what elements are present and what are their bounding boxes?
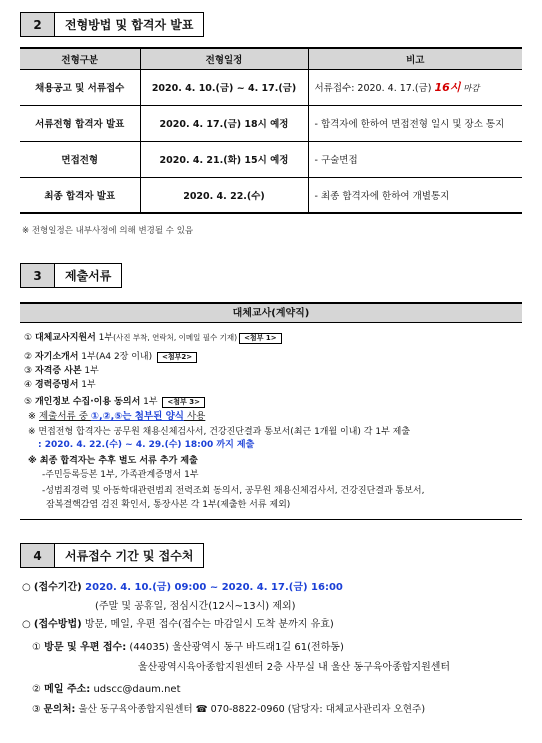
table-cell: 최종 합격자 발표 <box>20 177 140 213</box>
table-header-row <box>20 48 522 69</box>
doc-item-5 <box>24 394 205 408</box>
method-value: 방문, 메일, 우편 접수(접수는 마감일시 도착 분까지 유효) <box>81 619 334 630</box>
note-mark: ※ <box>28 411 39 422</box>
label: 메일 주소: <box>44 684 91 695</box>
table-cell: 2020. 4. 22.(수) <box>140 177 308 213</box>
table-cell: 채용공고 및 서류접수 <box>20 69 140 105</box>
contact-value: 울산 동구육아종합지원센터 ☎ 070-8822-0960 (담당자: 대체교사관리자 오현주) <box>75 704 426 715</box>
submission-period <box>22 578 343 593</box>
item-text: 1부(A4 2장 이내) <box>78 352 153 362</box>
item-number: ① <box>24 333 35 343</box>
table-cell <box>308 69 522 105</box>
header-cell: 비고 <box>308 48 522 69</box>
email-value: udscc@daum.net <box>90 684 181 695</box>
item-text: 1부 <box>140 397 158 407</box>
item-number: ① <box>32 642 45 653</box>
documents-box-title: 대체교사(계약직) <box>20 304 522 323</box>
doc-item-2 <box>24 349 197 363</box>
interview-docs-deadline: : 2020. 4. 22.(수) ~ 4. 29.(수) 18:00 까지 제출 <box>38 440 255 450</box>
header-cell: 전형구분 <box>20 48 140 69</box>
note-highlight: ①,②,⑤는 첨부된 양식 <box>90 411 184 422</box>
section-4-header <box>20 543 204 568</box>
doc-item-4 <box>24 377 96 390</box>
table-row <box>20 141 522 177</box>
section-4-title: 서류접수 기간 및 접수처 <box>54 543 204 568</box>
documents-box <box>20 302 522 520</box>
table-cell: - 최종 합격자에 한하여 개별통지 <box>308 177 522 213</box>
item-title: 개인정보 수집·이용 동의서 <box>34 397 141 407</box>
label: (접수기간) <box>33 582 82 593</box>
final-docs-note: ※ 최종 합격자는 추후 별도 서류 추가 제출 <box>28 456 198 466</box>
section-2-title: 전형방법 및 합격자 발표 <box>54 12 204 37</box>
final-docs-item: -주민등록등본 1부, 가족관계증명서 1부 <box>42 470 199 480</box>
doc-item-1 <box>24 330 282 344</box>
item-title: 대체교사지원서 <box>34 333 96 343</box>
email-address <box>32 680 181 695</box>
item-title: 자격증 사본 <box>34 366 82 376</box>
interview-docs-note: ※ 면접전형 합격자는 공무원 채용신체검사서, 건강진단결과 통보서(최근 1개월 이내) 각 1부 제출 <box>28 427 411 437</box>
period-value: 2020. 4. 10.(금) 09:00 ~ 2020. 4. 17.(금) 16:00 <box>81 582 343 593</box>
item-text: 1부 <box>78 380 96 390</box>
item-number: ④ <box>24 380 35 390</box>
address-detail: 울산광역시육아종합지원센터 2층 사무실 내 울산 동구육아종합지원센터 <box>138 662 451 673</box>
contact-info <box>32 701 425 715</box>
final-docs-item: 잠복결핵감염 검진 확인서, 통장사본 각 1부(제출한 서류 제외) <box>46 500 291 510</box>
cell-text: 서류접수: 2020. 4. 17.(금) <box>314 83 435 94</box>
attachment-tag: <첨부 3> <box>162 397 205 408</box>
item-title: 경력증명서 <box>34 380 79 390</box>
attachment-tag: <첨부2> <box>157 352 197 363</box>
doc-item-3 <box>24 363 99 376</box>
table-cell: - 구술면접 <box>308 141 522 177</box>
section-3-header <box>20 263 122 288</box>
table-cell: 2020. 4. 21.(화) 15시 예정 <box>140 141 308 177</box>
cell-text: 마감 <box>460 84 480 94</box>
table-cell: - 합격자에 한하여 면접전형 일시 및 장소 통지 <box>308 105 522 141</box>
bullet: ○ <box>22 619 34 630</box>
table-cell: 2020. 4. 10.(금) ~ 4. 17.(금) <box>140 69 308 105</box>
schedule-note: ※ 전형일정은 내부사정에 의해 변경될 수 있음 <box>22 226 194 236</box>
submission-period-note: (주말 및 공휴일, 점심시간(12시~13시) 제외) <box>95 601 296 612</box>
item-number: ③ <box>24 366 35 376</box>
item-number: ② <box>24 352 35 362</box>
table-cell: 서류전형 합격자 발표 <box>20 105 140 141</box>
section-4-number: 4 <box>20 543 54 568</box>
schedule-table <box>20 47 522 214</box>
submission-method <box>22 615 334 630</box>
label: 문의처: <box>43 704 76 715</box>
attachment-tag: <첨부 1> <box>239 333 282 344</box>
section-2-number: 2 <box>20 12 54 37</box>
visit-mail-address <box>32 638 344 653</box>
address-value: (44035) 울산광역시 동구 바드래1길 61(전하동) <box>126 642 344 653</box>
header-cell: 전형일정 <box>140 48 308 69</box>
final-docs-item: -성범죄경력 및 아동학대관련범죄 전력조회 동의서, 공무원 채용신체검사서, 건강진단결과 통보서, <box>42 486 425 496</box>
note-text: 제출서류 중 <box>38 411 91 422</box>
table-row <box>20 105 522 141</box>
section-3-title: 제출서류 <box>54 263 122 288</box>
item-text: 1부 <box>95 333 114 343</box>
section-3-number: 3 <box>20 263 54 288</box>
item-text: 1부 <box>81 366 99 376</box>
note-text: 사용 <box>183 411 206 422</box>
item-number: ② <box>32 684 45 695</box>
label: 방문 및 우편 접수: <box>44 642 127 653</box>
table-cell: 면접전형 <box>20 141 140 177</box>
table-row <box>20 69 522 105</box>
item-title: 자기소개서 <box>34 352 79 362</box>
form-usage-note <box>28 408 205 422</box>
item-subtext: (사진 부착, 연락처, 이메일 필수 기재) <box>113 333 238 342</box>
item-number: ⑤ <box>24 397 35 407</box>
item-number: ③ <box>32 704 44 715</box>
table-cell: 2020. 4. 17.(금) 18시 예정 <box>140 105 308 141</box>
section-2-header <box>20 12 204 37</box>
label: (접수방법) <box>33 619 82 630</box>
table-row <box>20 177 522 213</box>
deadline-time: 16시 <box>434 81 461 94</box>
bullet: ○ <box>22 582 34 593</box>
